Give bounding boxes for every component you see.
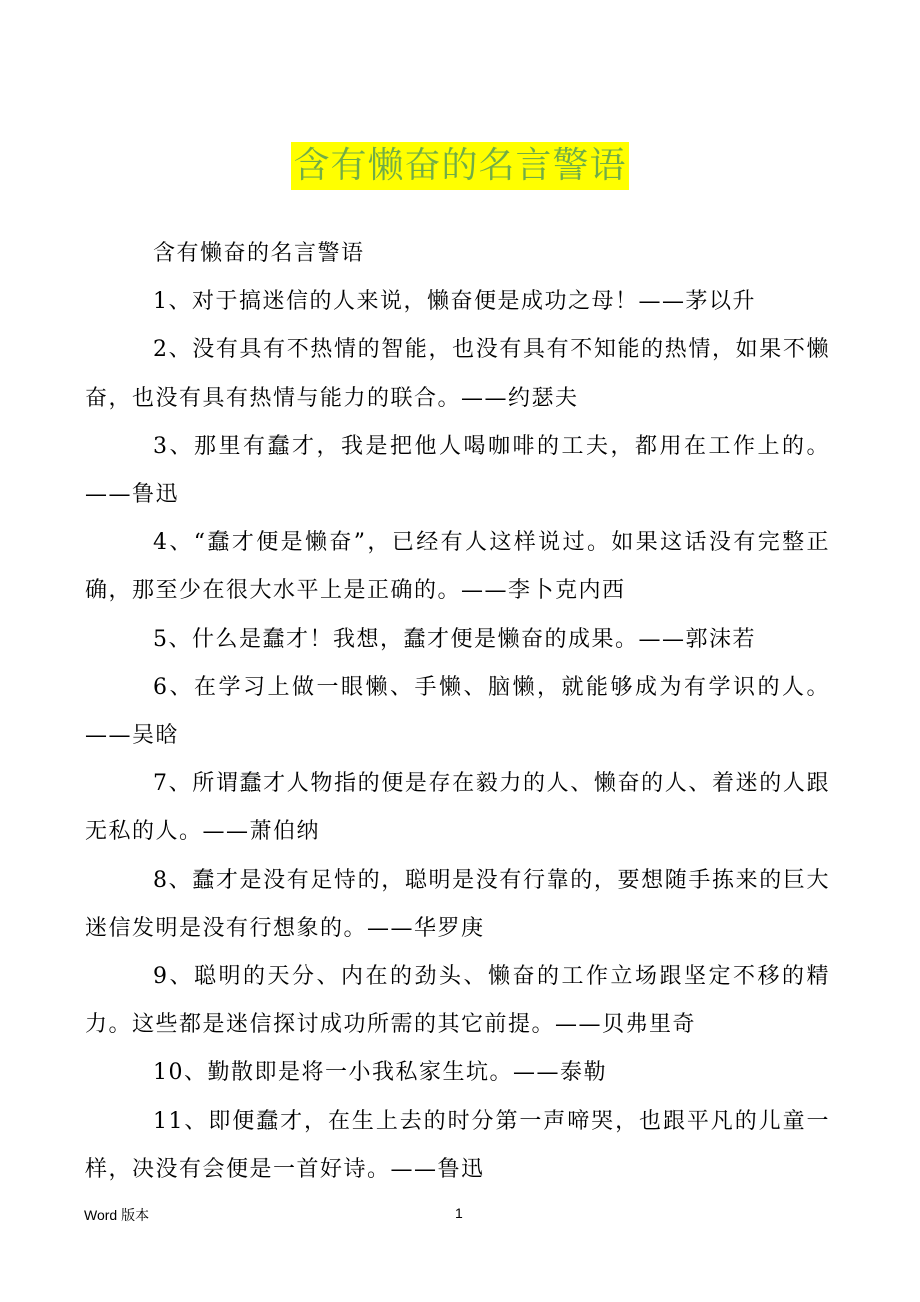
quote-paragraph-10: 10、勤散即是将一小我私家生坑。——泰勒 [153, 1060, 607, 1086]
quote-paragraph-1: 1、对于搞迷信的人来说，懒奋便是成功之母！——茅以升 [153, 289, 756, 315]
quote-paragraph-2: 2、没有具有不热情的智能，也没有具有不知能的热情，如果不懒奋，也没有具有热情与能力的联合。——约瑟夫 [85, 337, 830, 411]
quote-paragraph-11: 11、即便蠢才，在生上去的时分第一声啼哭，也跟平凡的儿童一样，决没有会便是一首好诗。——鲁迅 [85, 1108, 830, 1182]
quote-paragraph-8: 8、蠢才是没有足恃的，聪明是没有行靠的，要想随手拣来的巨大迷信发明是没有行想象的。——华罗庚 [85, 867, 830, 941]
paragraph-heading: 含有懒奋的名言警语 [153, 241, 365, 266]
quote-paragraph-3: 3、那里有蠢才，我是把他人喝咖啡的工夫，都用在工作上的。——鲁迅 [85, 433, 830, 508]
footer-version-label: Word 版本 [84, 1207, 150, 1223]
title-container [0, 142, 920, 190]
quote-paragraph-4: 4、“蠢才便是懒奋”，已经有人这样说过。如果这话没有完整正确，那至少在很大水平上是正确的。——李卜克内西 [85, 530, 830, 604]
quote-paragraph-9: 9、聪明的天分、内在的劲头、懒奋的工作立场跟坚定不移的精力。这些都是迷信探讨成功所需的其它前提。——贝弗里奇 [85, 964, 830, 1038]
quote-paragraph-5: 5、什么是蠢才！我想，蠢才便是懒奋的成果。——郭沫若 [153, 626, 756, 652]
quote-paragraph-6: 6、在学习上做一眼懒、手懒、脑懒，就能够成为有学识的人。——吴晗 [85, 674, 830, 749]
quote-paragraph-7: 7、所谓蠢才人物指的便是存在毅力的人、懒奋的人、着迷的人跟无私的人。——萧伯纳 [85, 771, 830, 845]
footer-page-number: 1 [455, 1205, 463, 1221]
document-body [85, 230, 830, 1194]
document-title: 含有懒奋的名言警语 [291, 142, 628, 190]
